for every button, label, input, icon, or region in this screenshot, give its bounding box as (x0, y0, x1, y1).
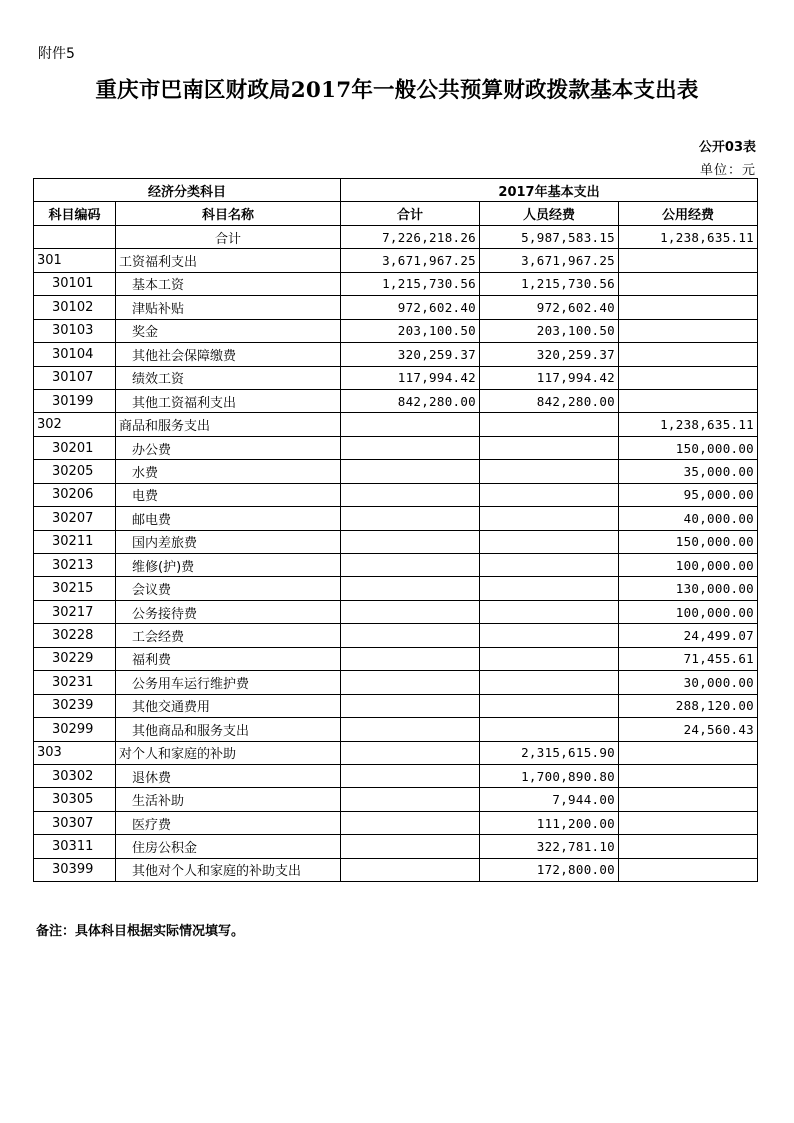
cell-total (341, 507, 480, 530)
table-row (34, 436, 758, 459)
cell-name: 公务用车运行维护费 (116, 671, 341, 694)
table-row (34, 694, 758, 717)
cell-public: 95,000.00 (619, 483, 758, 506)
cell-personnel: 322,781.10 (480, 835, 619, 858)
unit-label: 单位：元 (699, 163, 756, 178)
cell-public: 24,560.43 (619, 718, 758, 741)
table-row (34, 366, 758, 389)
table-row (34, 483, 758, 506)
cell-name: 福利费 (116, 647, 341, 670)
cell-name: 绩效工资 (116, 366, 341, 389)
cell-name: 办公费 (116, 436, 341, 459)
table-row (34, 554, 758, 577)
cell-name: 商品和服务支出 (116, 413, 341, 436)
cell-personnel: 2,315,615.90 (480, 741, 619, 764)
cell-total: 320,259.37 (341, 343, 480, 366)
cell-personnel (480, 624, 619, 647)
cell-code: 30305 (34, 788, 116, 811)
group-header-economic: 经济分类科目 (34, 179, 341, 202)
column-header-public: 公用经费 (619, 202, 758, 225)
cell-code: 30103 (34, 319, 116, 342)
table-row (34, 249, 758, 272)
cell-total (341, 436, 480, 459)
table-row (34, 858, 758, 881)
cell-name: 会议费 (116, 577, 341, 600)
cell-personnel (480, 600, 619, 623)
cell-code: 30205 (34, 460, 116, 483)
table-row (34, 272, 758, 295)
cell-code: 30104 (34, 343, 116, 366)
cell-public (619, 389, 758, 412)
cell-total (341, 858, 480, 881)
attachment-label: 附件5 (38, 46, 75, 62)
cell-total (341, 413, 480, 436)
cell-public (619, 764, 758, 787)
cell-code: 30102 (34, 296, 116, 319)
table-row (34, 343, 758, 366)
cell-public: 150,000.00 (619, 436, 758, 459)
cell-personnel: 5,987,583.15 (480, 225, 619, 248)
cell-personnel: 972,602.40 (480, 296, 619, 319)
cell-code: 30211 (34, 530, 116, 553)
page-title: 重庆市巴南区财政局2017年一般公共预算财政拨款基本支出表 (95, 78, 699, 103)
table-row (34, 741, 758, 764)
cell-name: 生活补助 (116, 788, 341, 811)
table-row (34, 718, 758, 741)
cell-total (341, 554, 480, 577)
cell-total (341, 577, 480, 600)
cell-name: 其他对个人和家庭的补助支出 (116, 858, 341, 881)
cell-name: 邮电费 (116, 507, 341, 530)
cell-code: 30206 (34, 483, 116, 506)
cell-code: 302 (34, 413, 116, 436)
form-number: 公开03表 (698, 140, 756, 155)
cell-name: 基本工资 (116, 272, 341, 295)
table-row (34, 225, 758, 248)
cell-total: 117,994.42 (341, 366, 480, 389)
cell-code: 30201 (34, 436, 116, 459)
cell-name: 水费 (116, 460, 341, 483)
cell-total (341, 741, 480, 764)
cell-public (619, 343, 758, 366)
cell-name: 医疗费 (116, 811, 341, 834)
cell-code: 30215 (34, 577, 116, 600)
cell-total: 842,280.00 (341, 389, 480, 412)
table-row (34, 671, 758, 694)
table-body (34, 225, 758, 881)
cell-name: 其他工资福利支出 (116, 389, 341, 412)
cell-personnel (480, 436, 619, 459)
cell-public: 100,000.00 (619, 600, 758, 623)
column-header-name: 科目名称 (116, 202, 341, 225)
cell-total: 203,100.50 (341, 319, 480, 342)
cell-total: 972,602.40 (341, 296, 480, 319)
cell-personnel: 1,700,890.80 (480, 764, 619, 787)
cell-total (341, 718, 480, 741)
cell-total (341, 647, 480, 670)
cell-name: 国内差旅费 (116, 530, 341, 553)
table-row (34, 389, 758, 412)
cell-personnel: 7,944.00 (480, 788, 619, 811)
cell-name: 对个人和家庭的补助 (116, 741, 341, 764)
cell-personnel (480, 460, 619, 483)
cell-total (341, 671, 480, 694)
cell-name: 其他社会保障缴费 (116, 343, 341, 366)
cell-personnel: 111,200.00 (480, 811, 619, 834)
cell-personnel (480, 413, 619, 436)
cell-name: 合计 (116, 225, 341, 248)
cell-name: 公务接待费 (116, 600, 341, 623)
cell-code: 30307 (34, 811, 116, 834)
cell-personnel: 842,280.00 (480, 389, 619, 412)
cell-public (619, 858, 758, 881)
cell-total (341, 530, 480, 553)
table-row (34, 835, 758, 858)
cell-total: 3,671,967.25 (341, 249, 480, 272)
cell-personnel (480, 718, 619, 741)
cell-total (341, 835, 480, 858)
column-header-code: 科目编码 (34, 202, 116, 225)
cell-code: 30229 (34, 647, 116, 670)
column-header-personnel: 人员经费 (480, 202, 619, 225)
cell-code: 30228 (34, 624, 116, 647)
cell-public: 100,000.00 (619, 554, 758, 577)
table-row (34, 530, 758, 553)
table-row (34, 788, 758, 811)
table-row (34, 507, 758, 530)
cell-public: 1,238,635.11 (619, 225, 758, 248)
footnote: 备注：具体科目根据实际情况填写。 (36, 924, 245, 939)
cell-code: 30101 (34, 272, 116, 295)
cell-total (341, 764, 480, 787)
cell-personnel: 320,259.37 (480, 343, 619, 366)
group-header-year: 2017年基本支出 (341, 179, 758, 202)
cell-total (341, 483, 480, 506)
cell-total (341, 624, 480, 647)
table-row (34, 811, 758, 834)
cell-code: 30207 (34, 507, 116, 530)
cell-code: 30199 (34, 389, 116, 412)
cell-personnel: 203,100.50 (480, 319, 619, 342)
cell-public: 40,000.00 (619, 507, 758, 530)
cell-personnel: 117,994.42 (480, 366, 619, 389)
cell-code: 30231 (34, 671, 116, 694)
cell-personnel (480, 671, 619, 694)
cell-name: 退休费 (116, 764, 341, 787)
table-column-header (34, 202, 758, 225)
cell-public: 130,000.00 (619, 577, 758, 600)
cell-public (619, 811, 758, 834)
table-row (34, 624, 758, 647)
cell-total (341, 788, 480, 811)
table-row (34, 460, 758, 483)
budget-table (33, 178, 758, 882)
cell-total: 1,215,730.56 (341, 272, 480, 295)
cell-personnel: 3,671,967.25 (480, 249, 619, 272)
cell-name: 津贴补贴 (116, 296, 341, 319)
cell-code: 301 (34, 249, 116, 272)
cell-public: 30,000.00 (619, 671, 758, 694)
cell-public (619, 272, 758, 295)
cell-total: 7,226,218.26 (341, 225, 480, 248)
cell-code: 30302 (34, 764, 116, 787)
cell-personnel (480, 694, 619, 717)
cell-total (341, 600, 480, 623)
cell-name: 工会经费 (116, 624, 341, 647)
cell-code: 30311 (34, 835, 116, 858)
cell-name: 奖金 (116, 319, 341, 342)
cell-total (341, 460, 480, 483)
table-row (34, 764, 758, 787)
cell-name: 其他交通费用 (116, 694, 341, 717)
cell-public (619, 319, 758, 342)
table-group-header (34, 179, 758, 202)
cell-name: 住房公积金 (116, 835, 341, 858)
cell-total (341, 811, 480, 834)
column-header-total: 合计 (341, 202, 480, 225)
cell-code: 30107 (34, 366, 116, 389)
cell-personnel: 1,215,730.56 (480, 272, 619, 295)
cell-personnel (480, 483, 619, 506)
cell-total (341, 694, 480, 717)
cell-public (619, 366, 758, 389)
table-row (34, 647, 758, 670)
cell-personnel (480, 577, 619, 600)
cell-public: 71,455.61 (619, 647, 758, 670)
cell-code: 30239 (34, 694, 116, 717)
cell-public: 150,000.00 (619, 530, 758, 553)
cell-public (619, 296, 758, 319)
cell-code (34, 225, 116, 248)
cell-public: 1,238,635.11 (619, 413, 758, 436)
cell-code: 303 (34, 741, 116, 764)
table-row (34, 319, 758, 342)
cell-personnel (480, 554, 619, 577)
cell-public: 288,120.00 (619, 694, 758, 717)
cell-public: 35,000.00 (619, 460, 758, 483)
cell-public (619, 741, 758, 764)
cell-code: 30299 (34, 718, 116, 741)
cell-public (619, 835, 758, 858)
cell-name: 维修(护)费 (116, 554, 341, 577)
table-row (34, 413, 758, 436)
table-row (34, 577, 758, 600)
cell-name: 电费 (116, 483, 341, 506)
table-row (34, 296, 758, 319)
cell-personnel (480, 530, 619, 553)
cell-name: 工资福利支出 (116, 249, 341, 272)
cell-personnel (480, 647, 619, 670)
cell-public: 24,499.07 (619, 624, 758, 647)
cell-code: 30399 (34, 858, 116, 881)
cell-personnel (480, 507, 619, 530)
cell-code: 30213 (34, 554, 116, 577)
cell-public (619, 788, 758, 811)
cell-public (619, 249, 758, 272)
cell-personnel: 172,800.00 (480, 858, 619, 881)
cell-code: 30217 (34, 600, 116, 623)
cell-name: 其他商品和服务支出 (116, 718, 341, 741)
table-row (34, 600, 758, 623)
